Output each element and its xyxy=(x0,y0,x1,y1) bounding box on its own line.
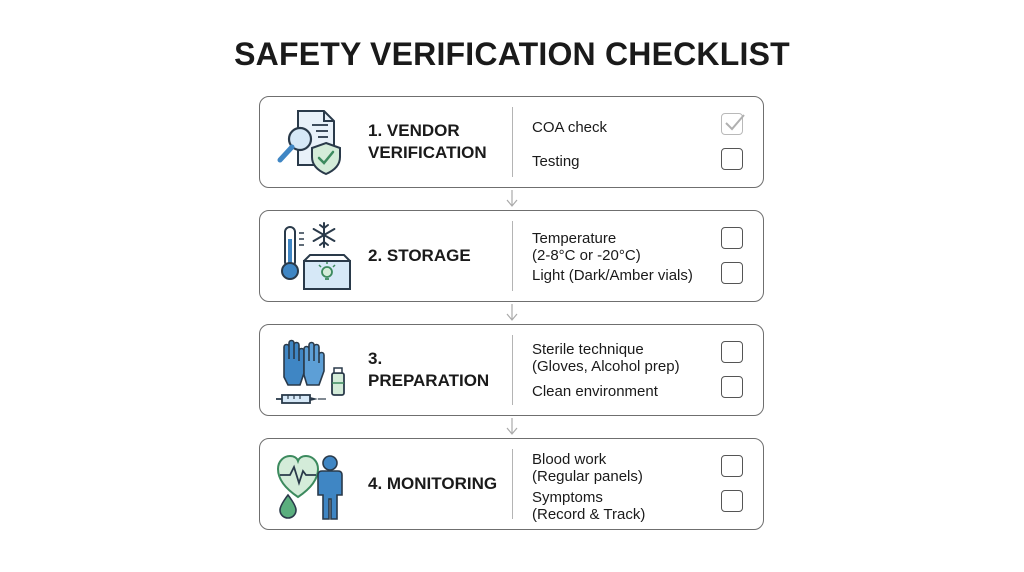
item-label-line: Light (Dark/Amber vials) xyxy=(532,267,693,284)
item-label-line: Temperature xyxy=(532,230,617,247)
item-label-line: (2-8°C or -20°C) xyxy=(532,247,641,264)
step-label-line1: 3. PREPARATION xyxy=(368,349,490,390)
thermometer-snowflake-box-icon xyxy=(274,219,354,295)
down-arrow-icon xyxy=(506,189,518,209)
page-title: SAFETY VERIFICATION CHECKLIST xyxy=(234,36,790,72)
checkbox-sterile-technique[interactable] xyxy=(721,341,743,363)
item-label-clean-environment xyxy=(532,383,722,400)
checkbox-temperature[interactable] xyxy=(721,227,743,249)
document-magnifier-shield-icon xyxy=(274,105,354,181)
checkbox-light[interactable] xyxy=(721,262,743,284)
checkmark-icon xyxy=(723,111,745,133)
item-label-coa-check xyxy=(532,119,722,136)
step-card-storage xyxy=(259,210,764,302)
divider xyxy=(512,221,513,291)
checkbox-coa-check[interactable] xyxy=(721,113,743,135)
item-label-line: Sterile technique xyxy=(532,341,644,358)
item-label-testing xyxy=(532,153,722,170)
item-label-sterile-technique xyxy=(532,341,722,375)
item-label-line: (Regular panels) xyxy=(532,468,643,485)
item-label-line: Symptoms xyxy=(532,489,603,506)
item-label-light xyxy=(532,267,722,284)
divider xyxy=(512,449,513,519)
down-arrow-icon xyxy=(506,417,518,437)
item-label-line: (Record & Track) xyxy=(532,506,646,523)
step-label-line2: VERIFICATION xyxy=(368,143,487,162)
step-label-monitoring xyxy=(368,439,508,529)
step-label-line1: 4. MONITORING xyxy=(368,474,498,493)
divider xyxy=(512,335,513,405)
heart-drop-person-icon xyxy=(274,447,354,523)
item-label-line: Testing xyxy=(532,153,580,170)
gloves-vial-syringe-icon xyxy=(274,333,354,409)
checkbox-symptoms[interactable] xyxy=(721,490,743,512)
step-label-line1: 1. VENDOR xyxy=(368,121,460,140)
item-label-line: Blood work xyxy=(532,451,607,468)
divider xyxy=(512,107,513,177)
step-label-storage xyxy=(368,211,508,301)
step-label-vendor-verification xyxy=(368,97,508,187)
checkbox-blood-work[interactable] xyxy=(721,455,743,477)
step-label-line1: 2. STORAGE xyxy=(368,246,471,265)
step-card-monitoring xyxy=(259,438,764,530)
item-label-line: COA check xyxy=(532,119,608,136)
checkbox-clean-environment[interactable] xyxy=(721,376,743,398)
down-arrow-icon xyxy=(506,303,518,323)
step-card-vendor-verification xyxy=(259,96,764,188)
checkbox-testing[interactable] xyxy=(721,148,743,170)
step-label-preparation xyxy=(368,325,508,415)
item-label-blood-work xyxy=(532,451,722,485)
item-label-line: Clean environment xyxy=(532,383,658,400)
item-label-line: (Gloves, Alcohol prep) xyxy=(532,358,680,375)
item-label-symptoms xyxy=(532,489,722,523)
step-card-preparation xyxy=(259,324,764,416)
item-label-temperature xyxy=(532,230,722,264)
